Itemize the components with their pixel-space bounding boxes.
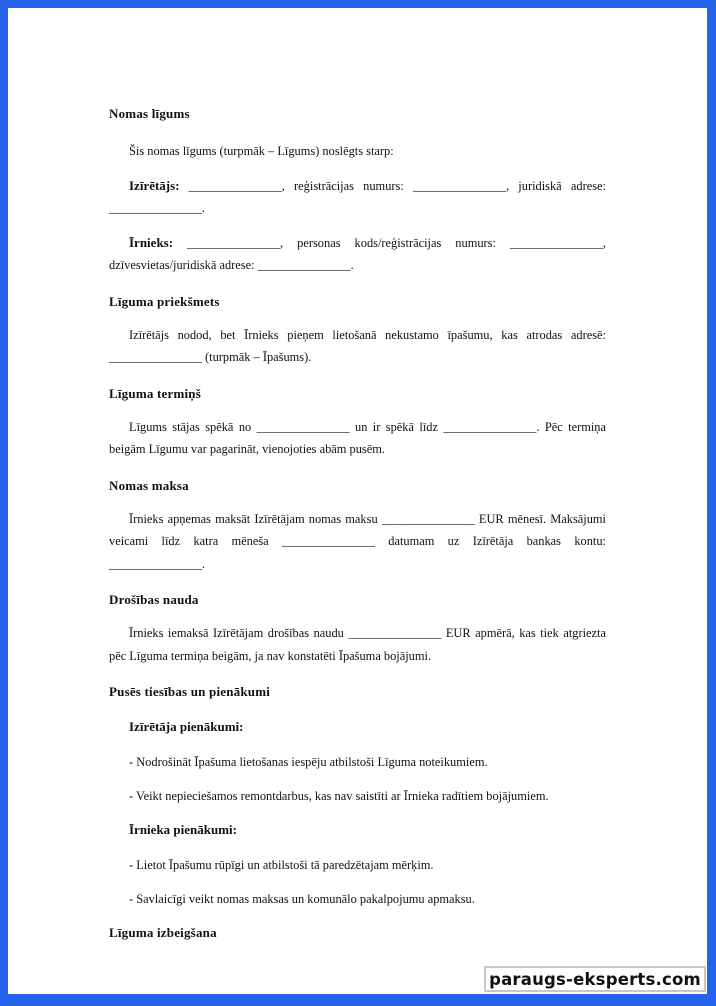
watermark-badge: paraugs-eksperts.com	[484, 966, 706, 992]
lessor-duty-item: - Nodrošināt Īpašuma lietošanas iespēju atbilstoši Līguma noteikumiem.	[129, 755, 488, 769]
tenant-duty-item: - Lietot Īpašumu rūpīgi un atbilstoši tā paredzētajam mērķim.	[129, 858, 434, 872]
section-title-rights: Pusēs tiesības un pienākumi	[109, 684, 271, 699]
section-text-subject: Izīrētājs nodod, bet Īrnieks pieņem lietošanā nekustamo īpašumu, kas atrodas adresē: _______________ (turpmāk – Īpašums).	[109, 327, 606, 364]
section-text-rent: Īrnieks apņemas maksāt Izīrētājam nomas maksu _______________ EUR mēnesī. Maksājumi veicami līdz katra mēneša _______________ datumam uz Izīrētāja bankas kontu: _______________.	[109, 511, 606, 571]
tenant-duty-item: - Savlaicīgi veikt nomas maksas un komunālo pakalpojumu apmaksu.	[129, 892, 475, 906]
tenant-duties-title: Īrnieka pienākumi:	[129, 822, 237, 837]
section-text-deposit: Īrnieks iemaksā Izīrētājam drošības naudu _______________ EUR apmērā, kas tiek atgriezta pēc Līguma termiņa beigām, ja nav konstatēti Īpašuma bojājumi.	[109, 626, 606, 663]
lessor-label: Izīrētājs:	[129, 177, 180, 193]
document-title: Nomas līgums	[109, 106, 190, 121]
tenant-paragraph	[109, 232, 606, 277]
section-text-term: Līgums stājas spēkā no _______________ un ir spēkā līdz _______________. Pēc termiņa beigām Līgumu var pagarināt, vienojoties abām pusēm.	[109, 419, 606, 456]
tenant-details: _______________, personas kods/reģistrācijas numurs: _______________, dzīvesvietas/juridiskā adrese: _______________.	[109, 235, 606, 272]
section-title-termination: Līguma izbeigšana	[109, 925, 217, 940]
lessor-duties-title: Izīrētāja pienākumi:	[129, 719, 244, 734]
section-title-deposit: Drošības nauda	[109, 592, 199, 607]
section-title-subject: Līguma priekšmets	[109, 293, 220, 309]
lessor-paragraph	[109, 175, 606, 220]
lessor-details: _______________, reģistrācijas numurs: _______________, juridiskā adrese: _______________.	[109, 178, 606, 215]
lessor-duty-item: - Veikt nepieciešamos remontdarbus, kas nav saistīti ar Īrnieka radītiem bojājumiem.	[129, 789, 549, 803]
document-page	[109, 100, 606, 941]
section-title-rent: Nomas maksa	[109, 477, 189, 493]
tenant-label: Īrnieks:	[129, 234, 174, 250]
intro-paragraph: Šis nomas līgums (turpmāk – Līgums) noslēgts starp:	[129, 144, 394, 158]
section-title-term: Līguma termiņš	[109, 385, 201, 401]
